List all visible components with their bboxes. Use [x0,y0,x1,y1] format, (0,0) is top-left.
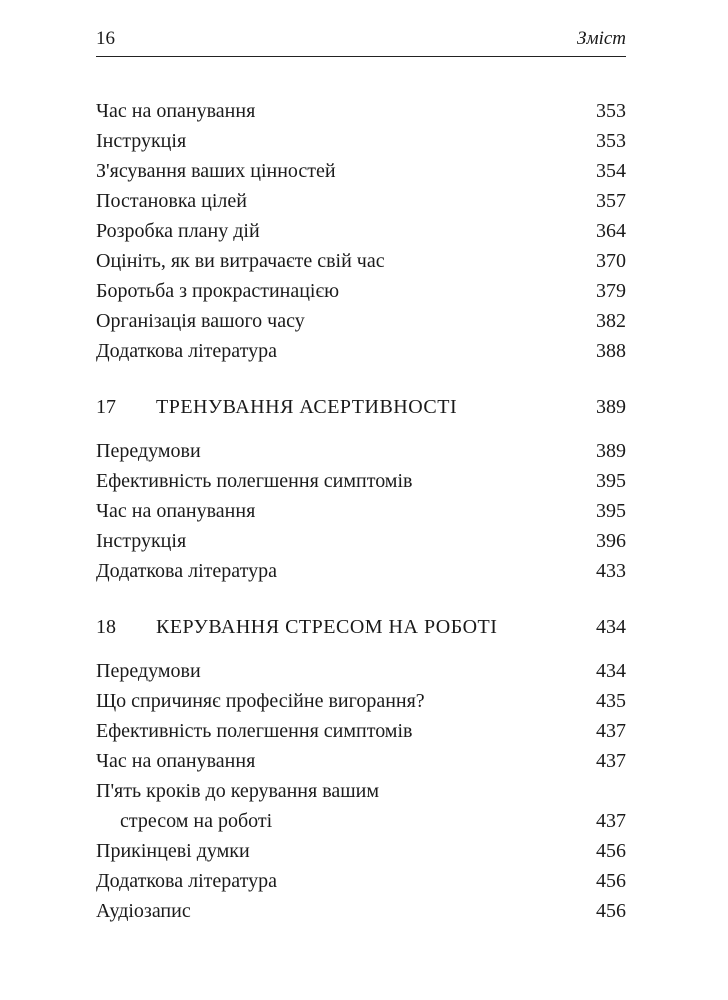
toc-entry-page: 370 [596,250,626,272]
toc-entry-page: 437 [596,810,626,832]
table-of-contents [96,96,626,926]
toc-entry-page: 364 [596,220,626,242]
toc-entry [96,746,626,776]
running-head: Зміст [577,28,626,49]
toc-entry-title: Прикінцеві думки [96,840,250,862]
toc-entry-page: 434 [596,660,626,682]
toc-entry-page: 388 [596,340,626,362]
toc-entry [96,126,626,156]
toc-entry-title: Постановка цілей [96,190,247,212]
toc-entry-title: Аудіозапис [96,900,191,922]
toc-entry-title: Час на опанування [96,500,256,522]
chapter-number: 17 [96,396,116,418]
toc-entry [96,216,626,246]
page-number: 16 [96,28,115,49]
toc-entry [96,276,626,306]
toc-entry-title: Оцініть, як ви витрачаєте свій час [96,250,385,272]
toc-chapter-heading [96,392,626,422]
toc-entry-page: 456 [596,840,626,862]
toc-entry-title: Додаткова література [96,870,277,892]
toc-entry-title: Ефективність полегшення симптомів [96,720,413,742]
toc-entry-page: 396 [596,530,626,552]
toc-entry [96,246,626,276]
toc-entry-title: Інструкція [96,530,187,552]
toc-entry-title: Боротьба з прокрастинацією [96,280,340,302]
toc-entry-title: Організація вашого часу [96,310,305,332]
toc-entry-page: 382 [596,310,626,332]
toc-entry-page: 353 [596,100,626,122]
toc-entry [96,686,626,716]
toc-entry-page: 456 [596,900,626,922]
toc-entry [96,656,626,686]
toc-entry-page: 395 [596,500,626,522]
chapter-number: 18 [96,616,116,638]
toc-entry-title-continuation: стресом на роботі [120,810,273,832]
toc-entry-title: З'ясування ваших цінностей [96,160,336,182]
toc-entry-title: Час на опанування [96,750,256,772]
toc-entry-title: Ефективність полегшення симптомів [96,470,413,492]
toc-entry-title: Що спричиняє професійне вигорання? [96,690,425,712]
toc-entry-page: 435 [596,690,626,712]
toc-entry-page: 354 [596,160,626,182]
toc-entry-page: 353 [596,130,626,152]
toc-entry [96,556,626,586]
toc-entry [96,836,626,866]
toc-entry-page: 437 [596,720,626,742]
toc-entry [96,496,626,526]
toc-entry [96,526,626,556]
toc-entry [96,716,626,746]
toc-entry-page: 437 [596,750,626,772]
chapter-page: 434 [596,616,626,638]
toc-entry-title: Додаткова література [96,560,277,582]
toc-entry-title: Передумови [96,660,201,682]
toc-entry [96,776,626,836]
toc-entry-page: 379 [596,280,626,302]
toc-entry-page: 357 [596,190,626,212]
toc-entry-title: Час на опанування [96,100,256,122]
chapter-title: КЕРУВАННЯ СТРЕСОМ НА РОБОТІ [156,616,498,638]
toc-entry-page: 389 [596,440,626,462]
toc-entry-page: 433 [596,560,626,582]
toc-entry-page: 456 [596,870,626,892]
page-header [96,26,626,57]
toc-entry-title: Додаткова література [96,340,277,362]
toc-entry-title: Передумови [96,440,201,462]
toc-entry [96,436,626,466]
toc-entry-title: Розробка плану дій [96,220,260,242]
toc-entry [96,96,626,126]
toc-entry-page: 395 [596,470,626,492]
toc-chapter-heading [96,612,626,642]
toc-entry [96,306,626,336]
toc-entry [96,156,626,186]
toc-entry-title: П'ять кроків до керування вашим [96,780,380,802]
toc-entry [96,866,626,896]
toc-entry [96,896,626,926]
toc-entry-title: Інструкція [96,130,187,152]
toc-entry [96,466,626,496]
toc-entry [96,336,626,366]
chapter-page: 389 [596,396,626,418]
toc-entry [96,186,626,216]
chapter-title: ТРЕНУВАННЯ АСЕРТИВНОСТІ [156,396,458,418]
